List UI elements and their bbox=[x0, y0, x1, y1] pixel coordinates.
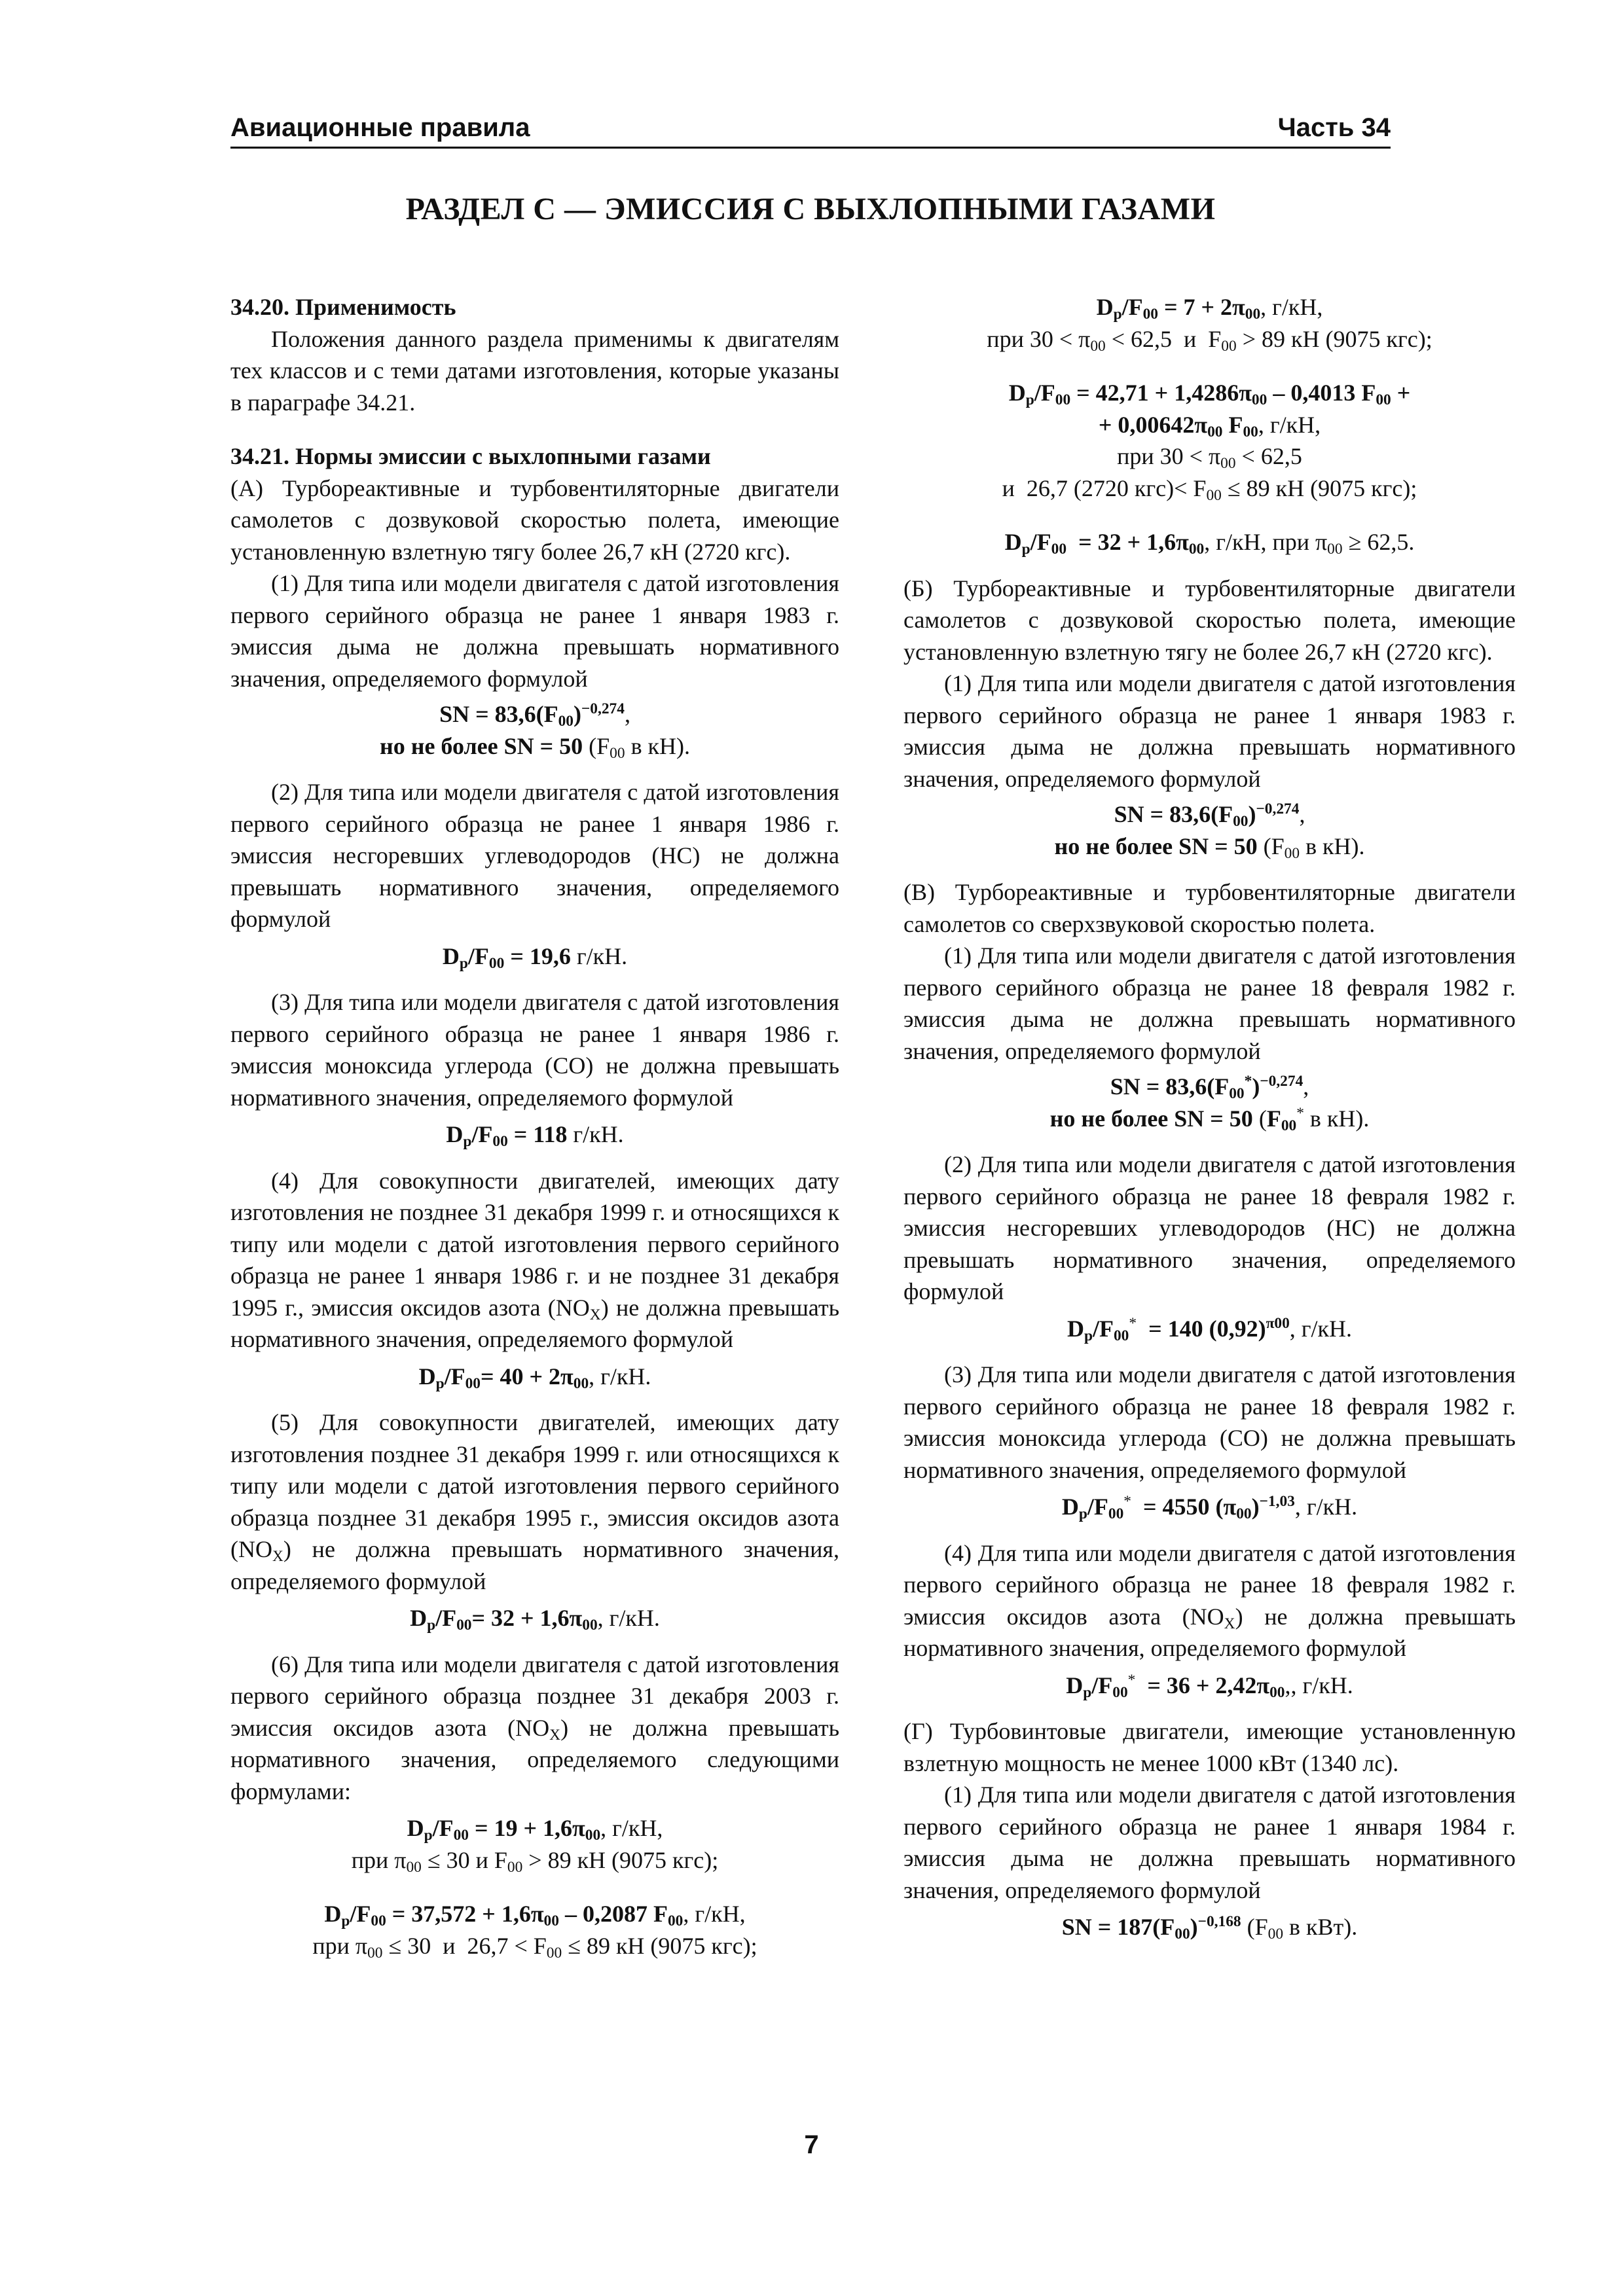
para-b: (Б) Турбореактивные и турбовентиляторные двигатели самолетов с дозвуковой скоростью полета, имеющие установленную взлетную тягу не более 26,7 кН (2720 кгс). bbox=[903, 575, 1516, 665]
formula-nox6d: $D_p/F_{00} = 42,71 + 1,4286\pi_{00} - 0,4013$ $F_{00}$ + bbox=[1008, 380, 1411, 408]
formula-nox6a-cond: при $\pi_{00} \le 30$ и $F_{00} > 89$ кН (9075 кгс); bbox=[351, 1846, 719, 1876]
formula-nox5: $D_p/F_{00}= 32 + 1,6\pi_{00}$, г/кН. bbox=[410, 1605, 660, 1634]
para-v4: (4) Для типа или модели двигателя с датой изготовления первого серийного образца не ранее 18 февраля 1982 г. эмиссия оксидов азота $(NO_X)$ не должна превышать нормативного значения, определяемого формулой bbox=[903, 1539, 1516, 1661]
formula-sn1: SN = $83,6(F_{00})^{-0,274}$, bbox=[439, 700, 630, 730]
para-a6: (6) Для типа или модели двигателя с датой изготовления первого серийного образца позднее 31 декабря 2003 г. эмиссия оксидов азота $(NO_X)$ не должна превышать нормативного значения, определяемого следующими формулами: bbox=[230, 1651, 839, 1804]
para-a5: (5) Для совокупности двигателей, имеющих дату изготовления позднее 31 декабря 1999 г. или относящихся к типу или модели с датой изготовления первого серийного образца позднее 31 декабря 1995 г., эмиссия оксидов азота $(NO_X)$ не должна превышать нормативного значения, определяемого формулой bbox=[230, 1409, 839, 1594]
formula-nox6c-cond: при $30 < \pi_{00} < 62,5$ и $F_{00} > 89$ кН (9075 кгс); bbox=[987, 325, 1432, 355]
formula-snb: SN = $83,6(F_{00})^{-0,274}$, bbox=[1114, 800, 1305, 830]
formula-snv-limit: но не более SN = 50 ($F_{00}^*$ в кН). bbox=[1049, 1104, 1370, 1134]
para-a: (А) Турбореактивные и турбовентиляторные двигатели самолетов с дозвуковой скоростью полета, имеющие установленную взлетную тягу более 26,7 кН (2720 кгс). bbox=[230, 475, 839, 565]
formula-snv: SN = $83,6(F_{00}^*)^{-0,274}$, bbox=[1110, 1073, 1309, 1102]
formula-noxv: $D_p/F_{00}^* = 36 + 2,42\pi_{00}$,, г/кН. bbox=[1066, 1671, 1353, 1701]
heading-34-21: 34.21. Нормы эмиссии с выхлопными газами bbox=[230, 443, 711, 469]
left-column bbox=[230, 291, 839, 1962]
para-v2: (2) Для типа или модели двигателя с датой изготовления первого серийного образца не ранее 18 февраля 1982 г. эмиссия несгоревших углеводородов (НС) не должна превышать нормативного значения, определяемого формулой bbox=[903, 1151, 1516, 1304]
para-v3: (3) Для типа или модели двигателя с датой изготовления первого серийного образца не ранее 18 февраля 1982 г. эмиссия моноксида углерода (СО) не должна превышать нормативного значения, определяемого формулой bbox=[903, 1361, 1516, 1483]
right-column bbox=[903, 291, 1516, 1943]
para-v: (В) Турбореактивные и турбовентиляторные двигатели самолетов со сверхзвуковой скоростью полета. bbox=[903, 879, 1516, 937]
formula-co: $D_p/F_{00} = 118$ г/кН. bbox=[446, 1121, 624, 1150]
para-a1: (1) Для типа или модели двигателя с датой изготовления первого серийного образца не ранее 1 января 1983 г. эмиссия дыма не должна превышать нормативного значения, определяемого формулой bbox=[230, 570, 839, 692]
formula-nox6c: $D_p/F_{00} = 7 + 2\pi_{00}$, г/кН, bbox=[1096, 294, 1323, 323]
formula-nox6d-cond1: при $30 < \pi_{00} < 62,5$ bbox=[1117, 443, 1302, 472]
formula-snb-limit: но не более SN = 50 ($F_{00}$ в кН). bbox=[1054, 833, 1365, 862]
running-header bbox=[230, 110, 1391, 149]
section-title: РАЗДЕЛ С — ЭМИССИЯ С ВЫХЛОПНЫМИ ГАЗАМИ bbox=[405, 192, 1216, 226]
para-g: (Г) Турбовинтовые двигатели, имеющие установленную взлетную мощность не менее 1000 кВт (1340 лс). bbox=[903, 1718, 1516, 1776]
para-g1: (1) Для типа или модели двигателя с датой изготовления первого серийного образца не ранее 1 января 1984 г. эмиссия дыма не должна превышать нормативного значения, определяемого формулой bbox=[903, 1782, 1516, 1903]
heading-34-20: 34.20. Применимость bbox=[230, 294, 456, 320]
formula-nox4: $D_p/F_{00}= 40 + 2\pi_{00}$, г/кН. bbox=[418, 1363, 651, 1392]
para-a4: (4) Для совокупности двигателей, имеющих дату изготовления не позднее 31 декабря 1999 г. и относящихся к типу или модели с датой изготовления первого серийного образца не ранее 1 января 1986 г. и не позднее 31 декабря 1995 г., эмиссия оксидов азота $(NO_X)$ не должна превышать нормативного значения, определяемого формулой bbox=[230, 1167, 839, 1352]
formula-hc: $D_p/F_{00} = 19,6$ г/кН. bbox=[442, 942, 628, 972]
para-b1: (1) Для типа или модели двигателя с датой изготовления первого серийного образца не ранее 1 января 1983 г. эмиссия дыма не должна превышать нормативного значения, определяемого формулой bbox=[903, 670, 1516, 792]
formula-nox6d-cont: + $0,00642\pi_{00}$ $F_{00}$, г/кН, bbox=[1098, 411, 1321, 440]
page-number: 7 bbox=[804, 2130, 819, 2159]
formula-sn1-limit: но не более SN = 50 ($F_{00}$ в кН). bbox=[379, 732, 691, 762]
formula-nox6b-cond: при $\pi_{00} \le 30$ и $26,7 < F_{00} \le 89$ кН (9075 кгс); bbox=[312, 1932, 757, 1962]
para-a3: (3) Для типа или модели двигателя с датой изготовления первого серийного образца не ранее 1 января 1986 г. эмиссия моноксида углерода (СО) не должна превышать нормативного значения, определяемого формулой bbox=[230, 989, 839, 1111]
header-right: Часть 34 bbox=[1277, 113, 1391, 142]
formula-nox6a: $D_p/F_{00} = 19 + 1,6\pi_{00}$, г/кН, bbox=[407, 1815, 663, 1844]
formula-cov: $D_p/F_{00}^* = 4550$ $(\pi_{00})^{-1,03}$, г/кН. bbox=[1061, 1493, 1358, 1522]
formula-nox6b: $D_p/F_{00} = 37,572 + 1,6\pi_{00} - 0,2087$ $F_{00}$, г/кН, bbox=[324, 1901, 746, 1929]
para-v1: (1) Для типа или модели двигателя с датой изготовления первого серийного образца не ранее 18 февраля 1982 г. эмиссия дыма не должна превышать нормативного значения, определяемого формулой bbox=[903, 942, 1516, 1064]
formula-sng: SN = $187(F_{00})^{-0,168}$ ($F_{00}$ в кВт). bbox=[1061, 1913, 1358, 1943]
formula-nox6d-cond2: и 26,7 (2720 $кгс)< F_{00} \le 89$ кН (9075 кгс); bbox=[1002, 475, 1417, 504]
para-34-20: Положения данного раздела применимы к двигателям тех классов и с теми датами изготовления, которые указаны в параграфе 34.21. bbox=[230, 325, 839, 416]
header-left: Авиационные правила bbox=[230, 113, 530, 142]
para-a2: (2) Для типа или модели двигателя с датой изготовления первого серийного образца не ранее 1 января 1986 г. эмиссия несгоревших углеводородов (НС) не должна превышать нормативного значения, определяемого формулой bbox=[230, 779, 839, 932]
formula-hcv: $D_p/F_{00}^* = 140$ $(0,92)^{\pi 00}$, г/кН. bbox=[1067, 1314, 1353, 1344]
formula-nox6e: $D_p/F_{00} = 32 + 1,6\pi_{00}$, г/кН, при $\pi_{00} \ge 62,5$. bbox=[1004, 529, 1415, 558]
